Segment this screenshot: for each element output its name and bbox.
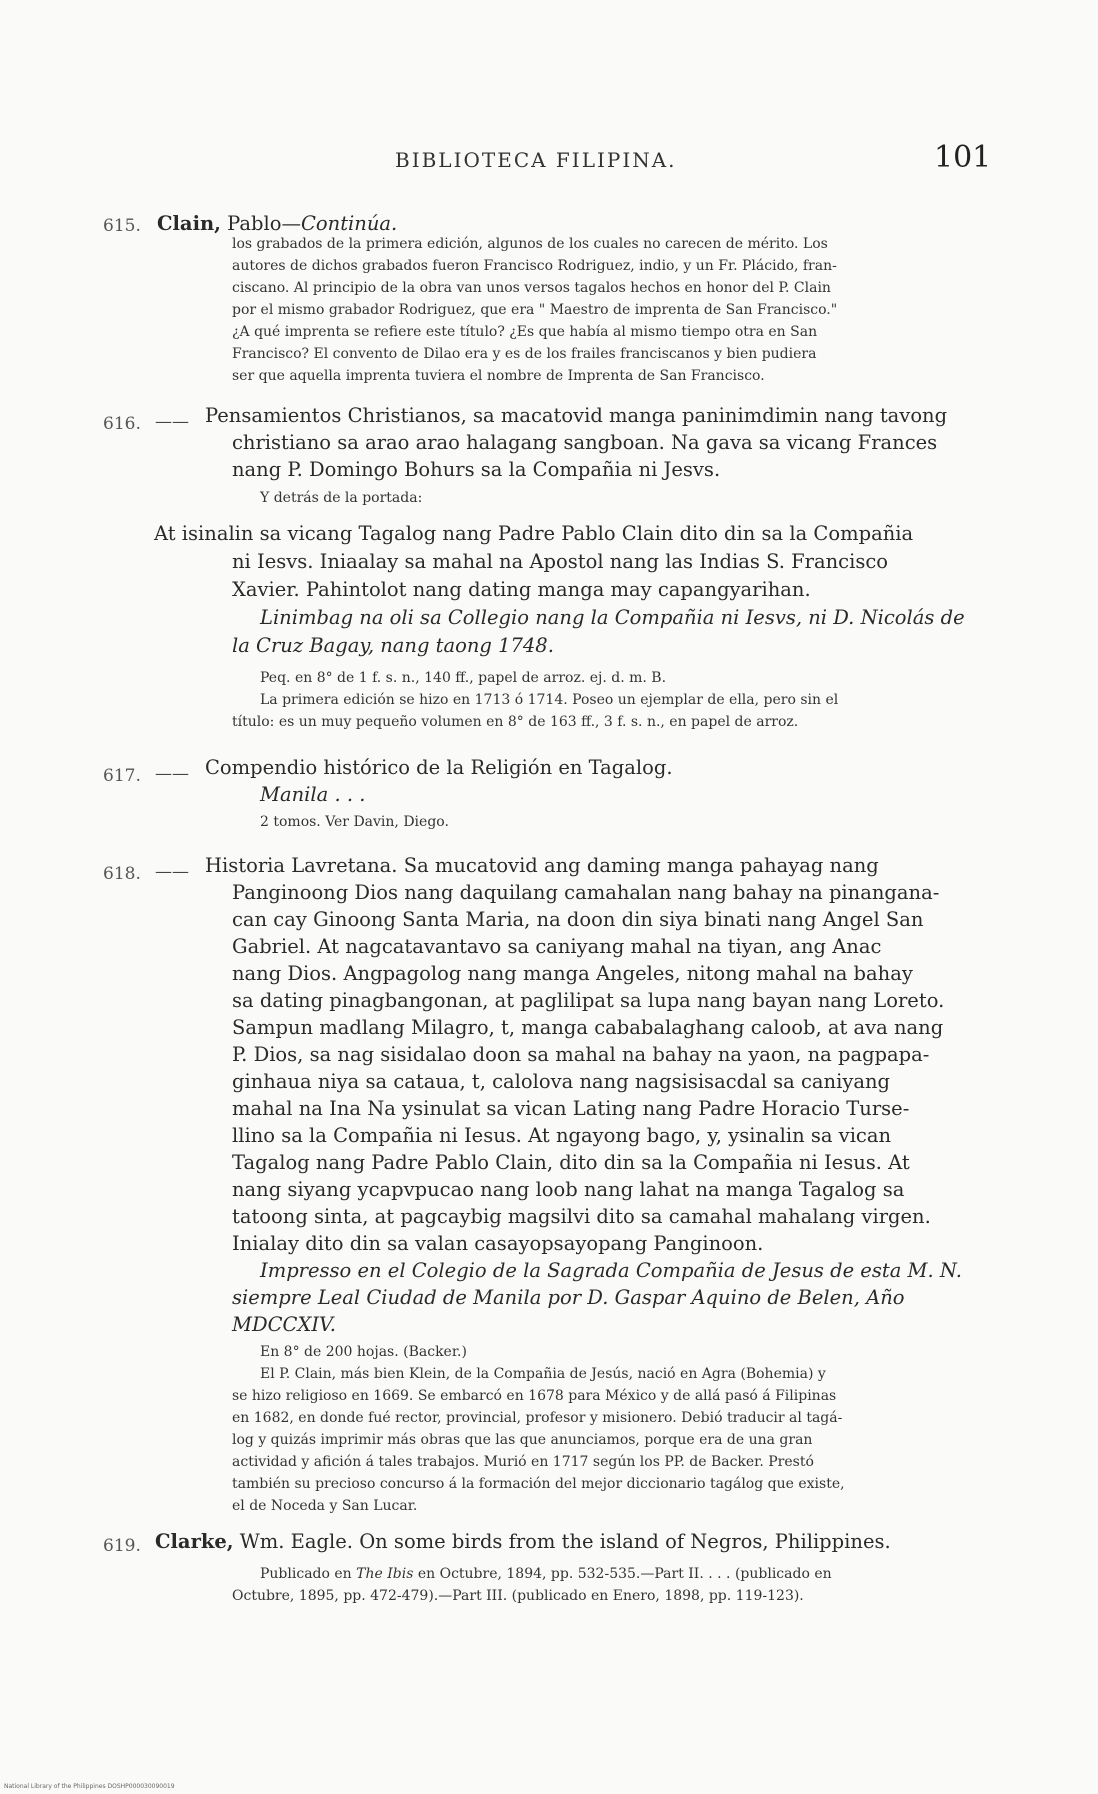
title-line: Sampun madlang Milagro, t, manga cababalaghang caloob, at ava nang: [232, 1016, 944, 1039]
title-line: nang siyang ycapvpucao nang loob nang lahat na manga Tagalog sa: [232, 1178, 905, 1201]
title-line: P. Dios, sa nag sisidalao doon sa mahal na bahay na yaon, na pagpapa-: [232, 1043, 930, 1066]
note-line: En 8° de 200 hojas. (Backer.): [260, 1344, 467, 1360]
title-line: Gabriel. At nagcatavantavo sa caniyang mahal na tiyan, ang Anac: [232, 935, 882, 958]
journal-name: The Ibis: [356, 1566, 414, 1582]
note-rest: en Octubre, 1894, pp. 532-535.—Part II. . . . (publicado en: [413, 1566, 832, 1582]
note-line: ser que aquella imprenta tuviera el nombre de Imprenta de San Francisco.: [232, 368, 765, 384]
note-line: el de Noceda y San Lucar.: [232, 1498, 418, 1514]
entry-dash: ——: [155, 412, 189, 432]
note-line: los grabados de la primera edición, algunos de los cuales no carecen de mérito. Los: [232, 236, 828, 252]
note-line: 2 tomos. Ver Davin, Diego.: [260, 814, 449, 830]
entry-number: 618.: [103, 864, 141, 884]
note-line: autores de dichos grabados fueron Francisco Rodriguez, indio, y un Fr. Plácido, fran-: [232, 258, 837, 274]
title-line: mahal na Ina Na ysinulat sa vican Lating nang Padre Horacio Turse-: [232, 1097, 910, 1120]
note-line: Peq. en 8° de 1 f. s. n., 140 ff., papel de arroz. ej. d. m. B.: [260, 670, 667, 686]
imprint-line: Impresso en el Colegio de la Sagrada Compañia de Jesus de esta M. N.: [260, 1259, 962, 1282]
title-line: nang P. Domingo Bohurs sa la Compañia ni Jesvs.: [232, 458, 721, 481]
title-line: nang Dios. Angpagolog nang manga Angeles, nitong mahal na bahay: [232, 962, 913, 985]
entry-dash: ——: [155, 862, 189, 882]
entry-number: 615.: [103, 216, 141, 236]
entry-number: 617.: [103, 766, 141, 786]
note-line: actividad y afición á tales trabajos. Murió en 1717 según los PP. de Backer. Prestó: [232, 1454, 814, 1470]
title-line: christiano sa arao arao halagang sangboan. Na gava sa vicang Frances: [232, 431, 938, 454]
author-name: Clain,: [157, 212, 221, 235]
note-line: Octubre, 1895, pp. 472-479).—Part III. (publicado en Enero, 1898, pp. 119-123).: [232, 1588, 804, 1604]
entry-dash: ——: [155, 764, 189, 784]
imprint-line: MDCCXIV.: [232, 1313, 336, 1336]
author-first-name: Pablo—: [220, 212, 301, 235]
page-number: 101: [934, 140, 992, 175]
title-line: sa dating pinagbangonan, at paglilipat sa lupa nang bayan nang Loreto.: [232, 989, 945, 1012]
note-line: Francisco? El convento de Dilao era y es de los frailes franciscanos y bien pudiera: [232, 346, 817, 362]
title-line: can cay Ginoong Santa Maria, na doon din siya binati nang Angel San: [232, 908, 924, 931]
verso-line: ni Iesvs. Iniaalay sa mahal na Apostol nang las Indias S. Francisco: [232, 550, 888, 573]
entry-heading: [155, 1530, 891, 1553]
title-line: ginhaua niya sa cataua, t, calolova nang nagsisisacdal sa caniyang: [232, 1070, 891, 1093]
verso-note: Y detrás de la portada:: [260, 490, 423, 506]
imprint-line: Manila . . .: [260, 783, 366, 806]
note-line: ciscano. Al principio de la obra van unos versos tagalos hechos en honor del P. Clain: [232, 280, 831, 296]
note-line: también su precioso concurso á la formación del mejor diccionario tagálog que existe,: [232, 1476, 845, 1492]
continua-label: Continúa.: [300, 212, 398, 235]
scan-footer: National Library of the Philippines DOSHP000030090019: [4, 1783, 175, 1790]
entry-number: 619.: [103, 1536, 141, 1556]
note-line: título: es un muy pequeño volumen en 8° de 163 ff., 3 f. s. n., en papel de arroz.: [232, 714, 799, 730]
verso-line: At isinalin sa vicang Tagalog nang Padre Pablo Clain dito din sa la Compañia: [154, 522, 914, 545]
imprint-line: siempre Leal Ciudad de Manila por D. Gaspar Aquino de Belen, Año: [232, 1286, 905, 1309]
entry-number: 616.: [103, 414, 141, 434]
running-head: BIBLIOTECA FILIPINA.: [395, 148, 677, 172]
note-prefix: Publicado en: [260, 1566, 357, 1582]
note-line: La primera edición se hizo en 1713 ó 1714. Poseo un ejemplar de ella, pero sin el: [260, 692, 839, 708]
note-line: [260, 1566, 832, 1582]
title-line: Inialay dito din sa valan casayopsayopang Panginoon.: [232, 1232, 764, 1255]
title-line: Tagalog nang Padre Pablo Clain, dito din sa la Compañia ni Iesus. At: [232, 1151, 910, 1174]
title-line: Compendio histórico de la Religión en Tagalog.: [205, 756, 673, 779]
title-line: Historia Lavretana. Sa mucatovid ang daming manga pahayag nang: [205, 854, 879, 877]
note-line: se hizo religioso en 1669. Se embarcó en 1678 para México y de allá pasó á Filipinas: [232, 1388, 837, 1404]
author-name: Clarke,: [155, 1530, 234, 1553]
entry-title: Wm. Eagle. On some birds from the island of Negros, Philippines.: [233, 1530, 891, 1553]
entry-heading: [157, 212, 397, 235]
title-line: llino sa la Compañia ni Iesus. At ngayong bago, y, ysinalin sa vican: [232, 1124, 892, 1147]
note-line: log y quizás imprimir más obras que las que anunciamos, porque era de una gran: [232, 1432, 813, 1448]
imprint-line: la Cruz Bagay, nang taong 1748.: [232, 634, 554, 657]
note-line: por el mismo grabador Rodriguez, que era " Maestro de imprenta de San Francisco.": [232, 302, 838, 318]
note-line: en 1682, en donde fué rector, provincial, profesor y misionero. Debió traducir al tagá-: [232, 1410, 843, 1426]
imprint-line: Linimbag na oli sa Collegio nang la Compañia ni Iesvs, ni D. Nicolás de: [260, 606, 965, 629]
title-line: tatoong sinta, at pagcaybig magsilvi dito sa camahal mahalang virgen.: [232, 1205, 931, 1228]
verso-line: Xavier. Pahintolot nang dating manga may capangyarihan.: [232, 578, 811, 601]
note-line: ¿A qué imprenta se refiere este título? ¿Es que había al mismo tiempo otra en San: [232, 324, 818, 340]
note-line: El P. Clain, más bien Klein, de la Compañia de Jesús, nació en Agra (Bohemia) y: [260, 1366, 826, 1382]
title-line: Pensamientos Christianos, sa macatovid manga paninimdimin nang tavong: [205, 404, 948, 427]
title-line: Panginoong Dios nang daquilang camahalan nang bahay na pinangana-: [232, 881, 940, 904]
